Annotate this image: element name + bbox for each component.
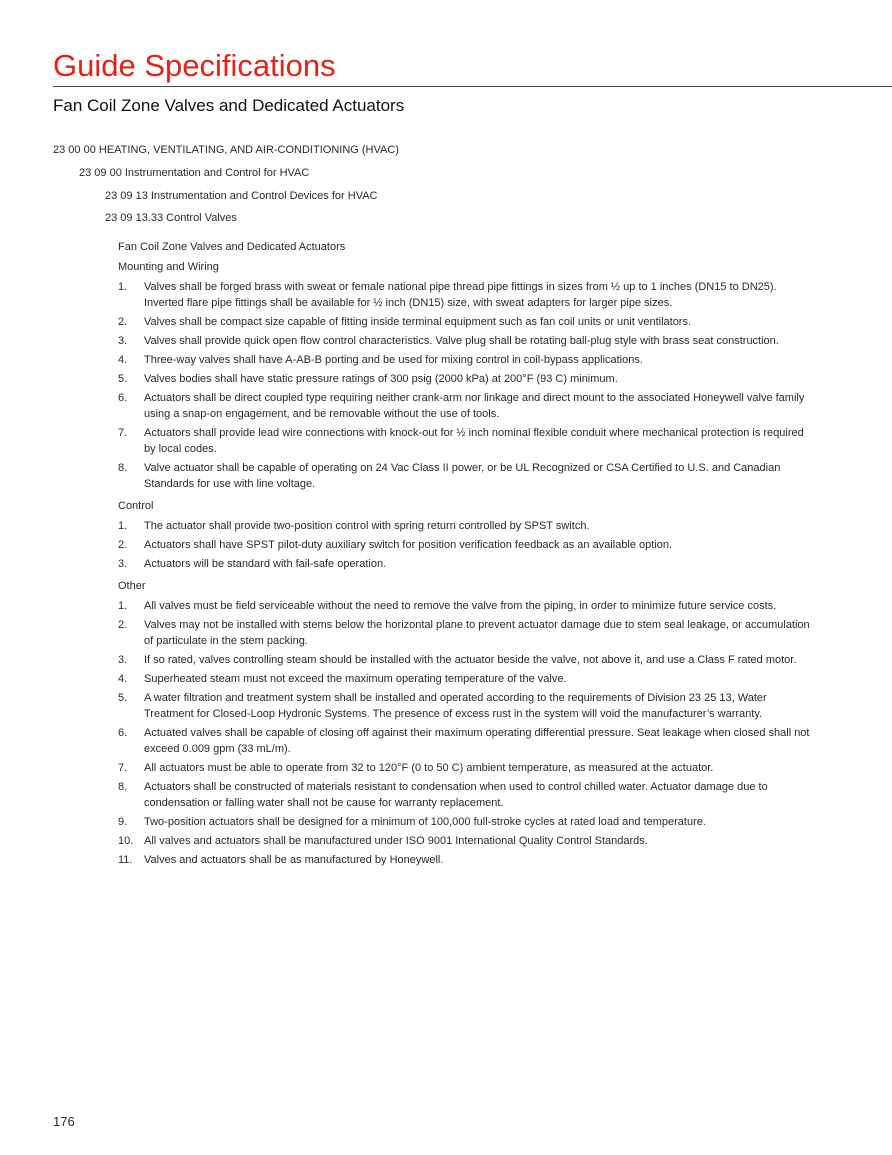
item-text: All valves and actuators shall be manufactured under ISO 9001 International Quality Control Standards. [144,835,648,847]
item-number: 7. [118,427,128,439]
title-divider [53,86,892,87]
item-number: 6. [118,392,128,404]
list-item [118,279,818,311]
item-number: 1. [118,600,128,612]
page-subtitle: Fan Coil Zone Valves and Dedicated Actuators [53,96,405,115]
item-text: Superheated steam must not exceed the maximum operating temperature of the valve. [144,673,567,685]
item-number: 3. [118,335,128,347]
spec-section: 23 09 00 Instrumentation and Control for HVAC [79,167,310,179]
item-number: 5. [118,373,128,385]
other-list [118,598,818,868]
item-number: 1. [118,520,128,532]
mounting-section [118,259,818,492]
item-number: 2. [118,539,128,551]
list-item [118,390,818,422]
item-text: Valves shall be forged brass with sweat or female national pipe thread pipe fittings in sizes from ½ up to 1 inches (DN15 to DN25). Inverted flare pipe fittings shall be available for ½ inch (DN15) size, with sweat adapters for larger pipe sizes. [144,281,777,309]
other-section [118,578,818,868]
list-item [118,760,818,776]
control-section [118,498,818,572]
list-item [118,352,818,368]
list-item [118,833,818,849]
item-text: Valves and actuators shall be as manufactured by Honeywell. [144,854,444,866]
item-text: Actuated valves shall be capable of closing off against their maximum operating differential pressure. Seat leakage when closed shall not exceed 0.009 gpm (33 mL/m). [144,727,810,755]
control-label: Control [118,500,154,512]
item-number: 1. [118,281,128,293]
product-heading: Fan Coil Zone Valves and Dedicated Actuators [118,241,346,253]
spec-subsection: 23 09 13 Instrumentation and Control Devices for HVAC [105,190,378,202]
list-item [118,518,818,534]
other-label: Other [118,580,146,592]
item-number: 3. [118,558,128,570]
item-text: If so rated, valves controlling steam should be installed with the actuator beside the valve, not above it, and use a Class F rated motor. [144,654,797,666]
list-item [118,652,818,668]
list-item [118,814,818,830]
item-number: 4. [118,354,128,366]
item-number: 11. [118,854,133,866]
item-number: 10. [118,835,134,847]
item-text: Valves shall be compact size capable of fitting inside terminal equipment such as fan coil units or unit ventilators. [144,316,692,328]
item-number: 6. [118,727,128,739]
item-text: Valves shall provide quick open flow control characteristics. Valve plug shall be rotating ball-plug style with brass seat construction. [144,335,779,347]
page-number: 176 [53,1114,75,1129]
item-text: Three-way valves shall have A-AB-B porting and be used for mixing control in coil-bypass applications. [144,354,643,366]
item-text: Actuators will be standard with fail-safe operation. [144,558,387,570]
item-text: Actuators shall be direct coupled type requiring neither crank-arm nor linkage and direct mount to the associated Honeywell valve family using a snap-on engagement, and be removable without the use of tools. [144,392,805,420]
list-item [118,537,818,553]
list-item [118,852,818,868]
item-number: 2. [118,316,128,328]
item-text: Actuators shall be constructed of materials resistant to condensation when used to control chilled water. Actuator damage due to condensation or falling water shall not be cause for warranty replacement. [144,781,768,809]
item-text: All actuators must be able to operate from 32 to 120°F (0 to 50 C) ambient temperature, as measured at the actuator. [144,762,714,774]
list-item [118,725,818,757]
spec-subsubsection: 23 09 13.33 Control Valves [105,212,237,224]
list-item [118,556,818,572]
mounting-list [118,279,818,492]
list-item [118,425,818,457]
item-number: 5. [118,692,128,704]
item-number: 7. [118,762,128,774]
page-title: Guide Specifications [53,48,336,83]
list-item [118,598,818,614]
item-number: 4. [118,673,128,685]
mounting-label: Mounting and Wiring [118,261,219,273]
spec-content [118,239,818,872]
spec-division: 23 00 00 HEATING, VENTILATING, AND AIR-CONDITIONING (HVAC) [53,144,399,156]
item-text: Two-position actuators shall be designed for a minimum of 100,000 full-stroke cycles at rated load and temperature. [144,816,706,828]
item-text: Actuators shall have SPST pilot-duty auxiliary switch for position verification feedback as an available option. [144,539,673,551]
list-item [118,617,818,649]
item-text: Valves bodies shall have static pressure ratings of 300 psig (2000 kPa) at 200°F (93 C) minimum. [144,373,618,385]
list-item [118,779,818,811]
list-item [118,371,818,387]
list-item [118,460,818,492]
item-number: 8. [118,781,128,793]
list-item [118,690,818,722]
list-item [118,314,818,330]
item-text: The actuator shall provide two-position control with spring return controlled by SPST switch. [144,520,590,532]
item-text: Valves may not be installed with stems below the horizontal plane to prevent actuator damage due to stem seal leakage, or accumulation of particulate in the stem packing. [144,619,810,647]
item-text: A water filtration and treatment system shall be installed and operated according to the requirements of Division 23 25 13, Water Treatment for Closed-Loop Hydronic Systems. The presence of excess rust in the system will void the manufacturer’s warranty. [144,692,767,720]
list-item [118,671,818,687]
item-number: 8. [118,462,128,474]
item-text: Actuators shall provide lead wire connections with knock-out for ½ inch nominal flexible conduit where mechanical protection is required by local codes. [144,427,804,455]
control-list [118,518,818,572]
item-text: All valves must be field serviceable without the need to remove the valve from the piping, in order to minimize future service costs. [144,600,777,612]
item-number: 2. [118,619,128,631]
item-number: 3. [118,654,128,666]
item-text: Valve actuator shall be capable of operating on 24 Vac Class II power, or be UL Recognized or CSA Certified to U.S. and Canadian Standards for use with line voltage. [144,462,781,490]
item-number: 9. [118,816,128,828]
list-item [118,333,818,349]
